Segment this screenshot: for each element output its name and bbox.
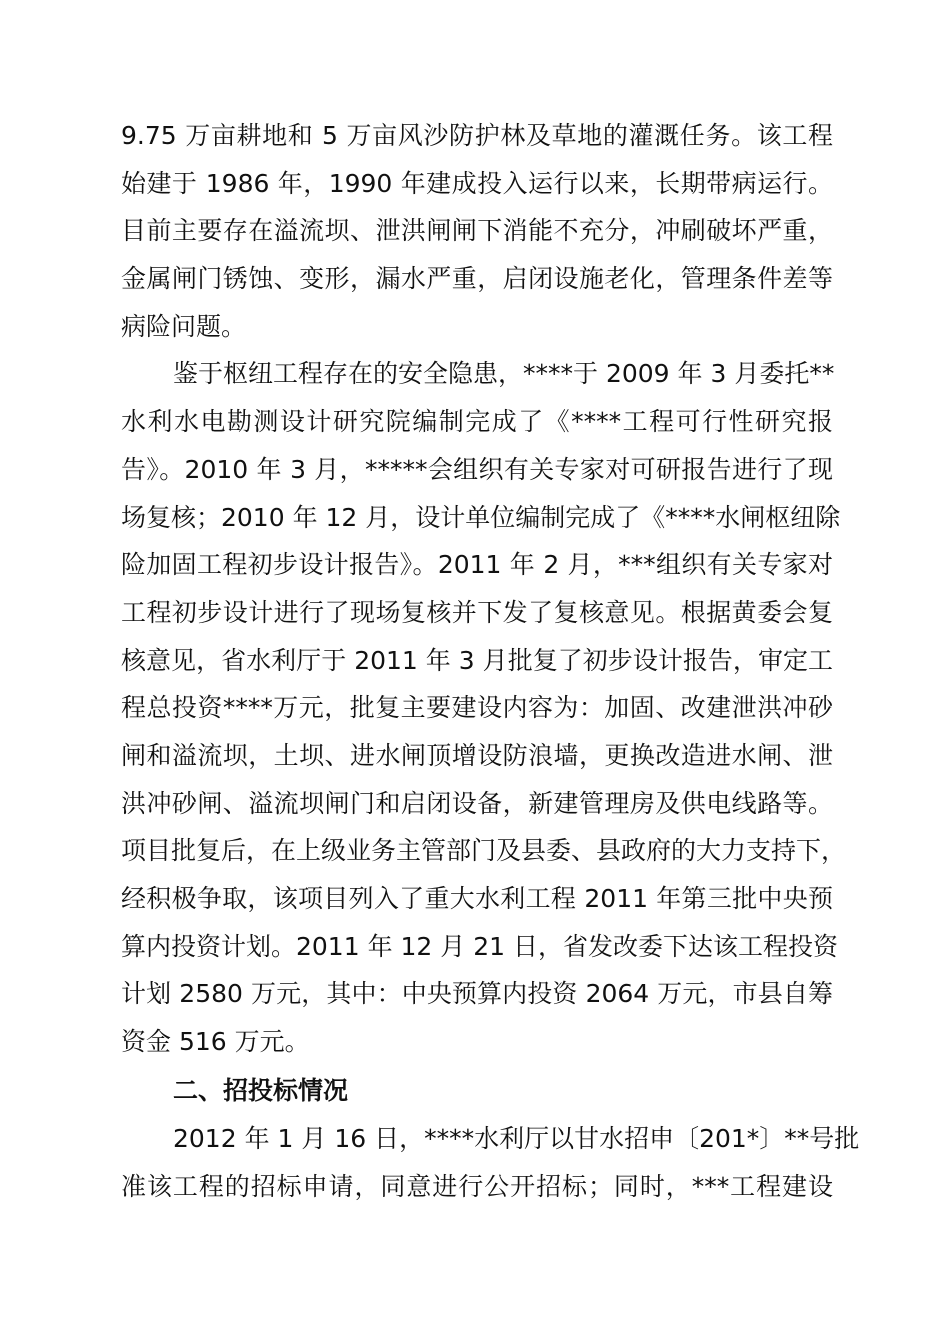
paragraph-3-line-1: 2012 年 1 月 16 日，****水利厅以甘水招申〔201*〕**号批 (173, 1124, 860, 1153)
paragraph-2-line-7: 核意见，省水利厅于 2011 年 3 月批复了初步设计报告，审定工 (121, 646, 833, 675)
paragraph-3-line-2: 准该工程的招标申请，同意进行公开招标；同时，***工程建设 (121, 1172, 833, 1201)
paragraph-2-line-4: 场复核；2010 年 12 月，设计单位编制完成了《****水闸枢纽除 (121, 503, 841, 532)
paragraph-2-line-1: 鉴于枢纽工程存在的安全隐患，****于 2009 年 3 月委托** (173, 359, 835, 388)
paragraph-2-line-10: 洪冲砂闸、溢流坝闸门和启闭设备，新建管理房及供电线路等。 (121, 789, 833, 818)
paragraph-2-line-6: 工程初步设计进行了现场复核并下发了复核意见。根据黄委会复 (121, 598, 833, 627)
paragraph-1-line-4: 金属闸门锈蚀、变形，漏水严重，启闭设施老化，管理条件差等 (121, 264, 833, 293)
section-heading-bidding: 二、招投标情况 (173, 1076, 349, 1105)
paragraph-1-line-5: 病险问题。 (121, 312, 247, 341)
paragraph-2-line-15: 资金 516 万元。 (121, 1027, 310, 1056)
paragraph-2-line-3: 告》。2010 年 3 月，*****会组织有关专家对可研报告进行了现 (121, 455, 833, 484)
paragraph-1-line-3: 目前主要存在溢流坝、泄洪闸闸下消能不充分，冲刷破坏严重， (121, 216, 833, 245)
paragraph-2-line-9: 闸和溢流坝，土坝、进水闸顶增设防浪墙，更换改造进水闸、泄 (121, 741, 833, 770)
paragraph-2-line-8: 程总投资****万元，批复主要建设内容为：加固、改建泄洪冲砂 (121, 693, 833, 722)
paragraph-2-line-12: 经积极争取，该项目列入了重大水利工程 2011 年第三批中央预 (121, 884, 833, 913)
paragraph-2-line-13: 算内投资计划。2011 年 12 月 21 日，省发改委下达该工程投资 (121, 932, 838, 961)
paragraph-1-line-1: 9.75 万亩耕地和 5 万亩风沙防护林及草地的灌溉任务。该工程 (121, 121, 833, 150)
paragraph-2-line-2: 水利水电勘测设计研究院编制完成了《****工程可行性研究报 (121, 407, 833, 436)
paragraph-2-line-14: 计划 2580 万元，其中：中央预算内投资 2064 万元，市县自筹 (121, 979, 833, 1008)
paragraph-2-line-5: 险加固工程初步设计报告》。2011 年 2 月，***组织有关专家对 (121, 550, 833, 579)
paragraph-1-line-2: 始建于 1986 年，1990 年建成投入运行以来，长期带病运行。 (121, 169, 833, 198)
paragraph-2-line-11: 项目批复后，在上级业务主管部门及县委、县政府的大力支持下， (121, 836, 847, 865)
